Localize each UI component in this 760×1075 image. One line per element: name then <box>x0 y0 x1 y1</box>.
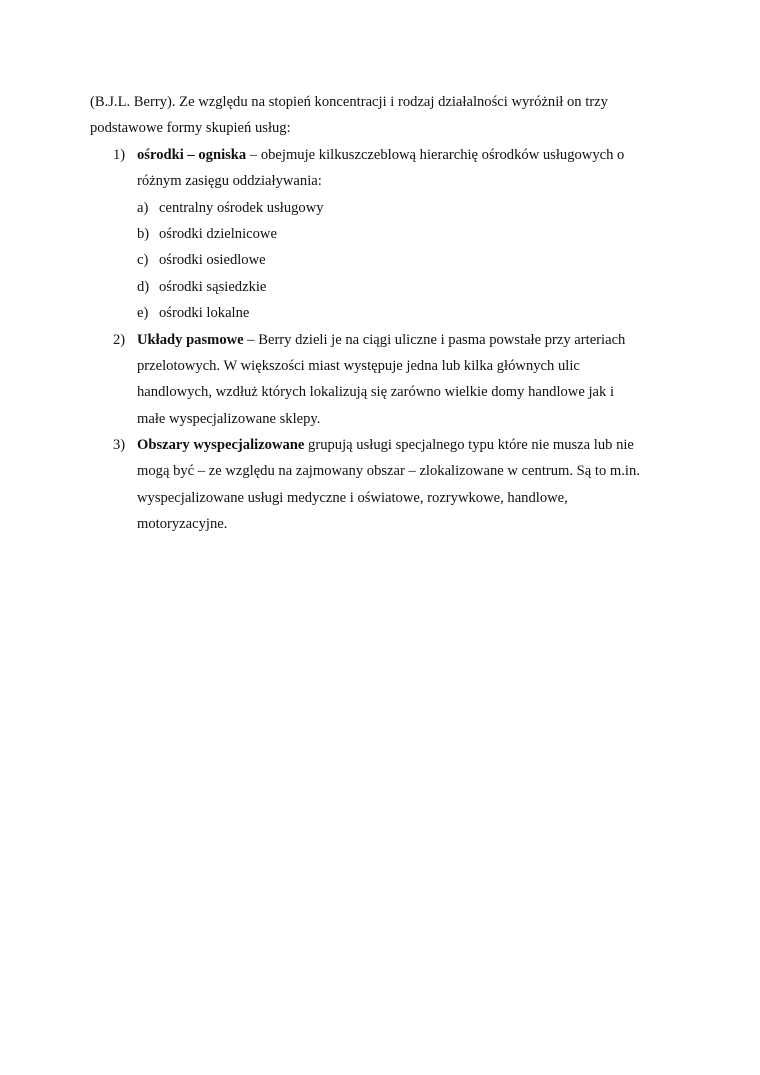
list-item-text: – obejmuje kilkuszczeblową hierarchię ośrodków usługowych o <box>246 146 625 163</box>
list-item-term: Układy pasmowe <box>137 331 244 348</box>
sub-item-marker: d) <box>137 278 150 295</box>
list-item-3-line-4: motoryzacyjne. <box>137 516 228 533</box>
list-item-1 <box>90 142 680 327</box>
list-item-1-line-2: różnym zasięgu oddziaływania: <box>137 173 322 190</box>
list-item-2-first-line <box>90 327 680 353</box>
list-number: 1) <box>113 146 126 163</box>
list-item-2-line-4: małe wyspecjalizowane sklepy. <box>137 410 321 427</box>
sub-item-marker: c) <box>137 252 149 269</box>
sub-item-marker: e) <box>137 305 149 322</box>
list-item-term: Obszary wyspecjalizowane <box>137 437 305 454</box>
list-item-term: ośrodki – ogniska <box>137 146 247 163</box>
list-number: 3) <box>113 437 126 454</box>
list-item-3-line-2: mogą być – ze względu na zajmowany obszar – zlokalizowane w centrum. Są to m.in. <box>137 463 640 480</box>
sub-item-text: ośrodki dzielnicowe <box>159 225 277 242</box>
list-item-2-line-2: przelotowych. W większości miast występuje jedna lub kilka głównych ulic <box>137 357 580 374</box>
list-item-1-first-line <box>90 142 680 168</box>
sub-item-marker: b) <box>137 225 150 242</box>
list-item-2-line-3: handlowych, wzdłuż których lokalizują się zarówno wielkie domy handlowe jak i <box>137 384 614 401</box>
sub-item-c <box>90 247 680 273</box>
intro-line-2: podstawowe formy skupień usług: <box>90 120 291 137</box>
document-page <box>90 89 680 538</box>
sub-item-text: ośrodki sąsiedzkie <box>159 278 267 295</box>
sub-item-marker: a) <box>137 199 149 216</box>
list-item-3-first-line <box>90 432 680 458</box>
list-item-2 <box>90 327 680 433</box>
list-item-3-line-3: wyspecjalizowane usługi medyczne i oświatowe, rozrywkowe, handlowe, <box>137 489 568 506</box>
sub-item-text: ośrodki lokalne <box>159 305 250 322</box>
intro-line-1: (B.J.L. Berry). Ze względu na stopień koncentracji i rodzaj działalności wyróżnił on trzy <box>90 94 608 110</box>
list-item-text: – Berry dzieli je na ciągi uliczne i pasma powstałe przy arteriach <box>243 331 626 348</box>
sub-item-a <box>90 195 680 221</box>
list-number: 2) <box>113 331 126 348</box>
sub-item-b <box>90 221 680 247</box>
sub-item-e <box>90 300 680 326</box>
sub-item-text: ośrodki osiedlowe <box>159 252 266 269</box>
list-item-3 <box>90 432 680 538</box>
sub-item-d <box>90 274 680 300</box>
sub-item-text: centralny ośrodek usługowy <box>159 199 324 216</box>
list-item-text: grupują usługi specjalnego typu które nie musza lub nie <box>304 437 634 454</box>
